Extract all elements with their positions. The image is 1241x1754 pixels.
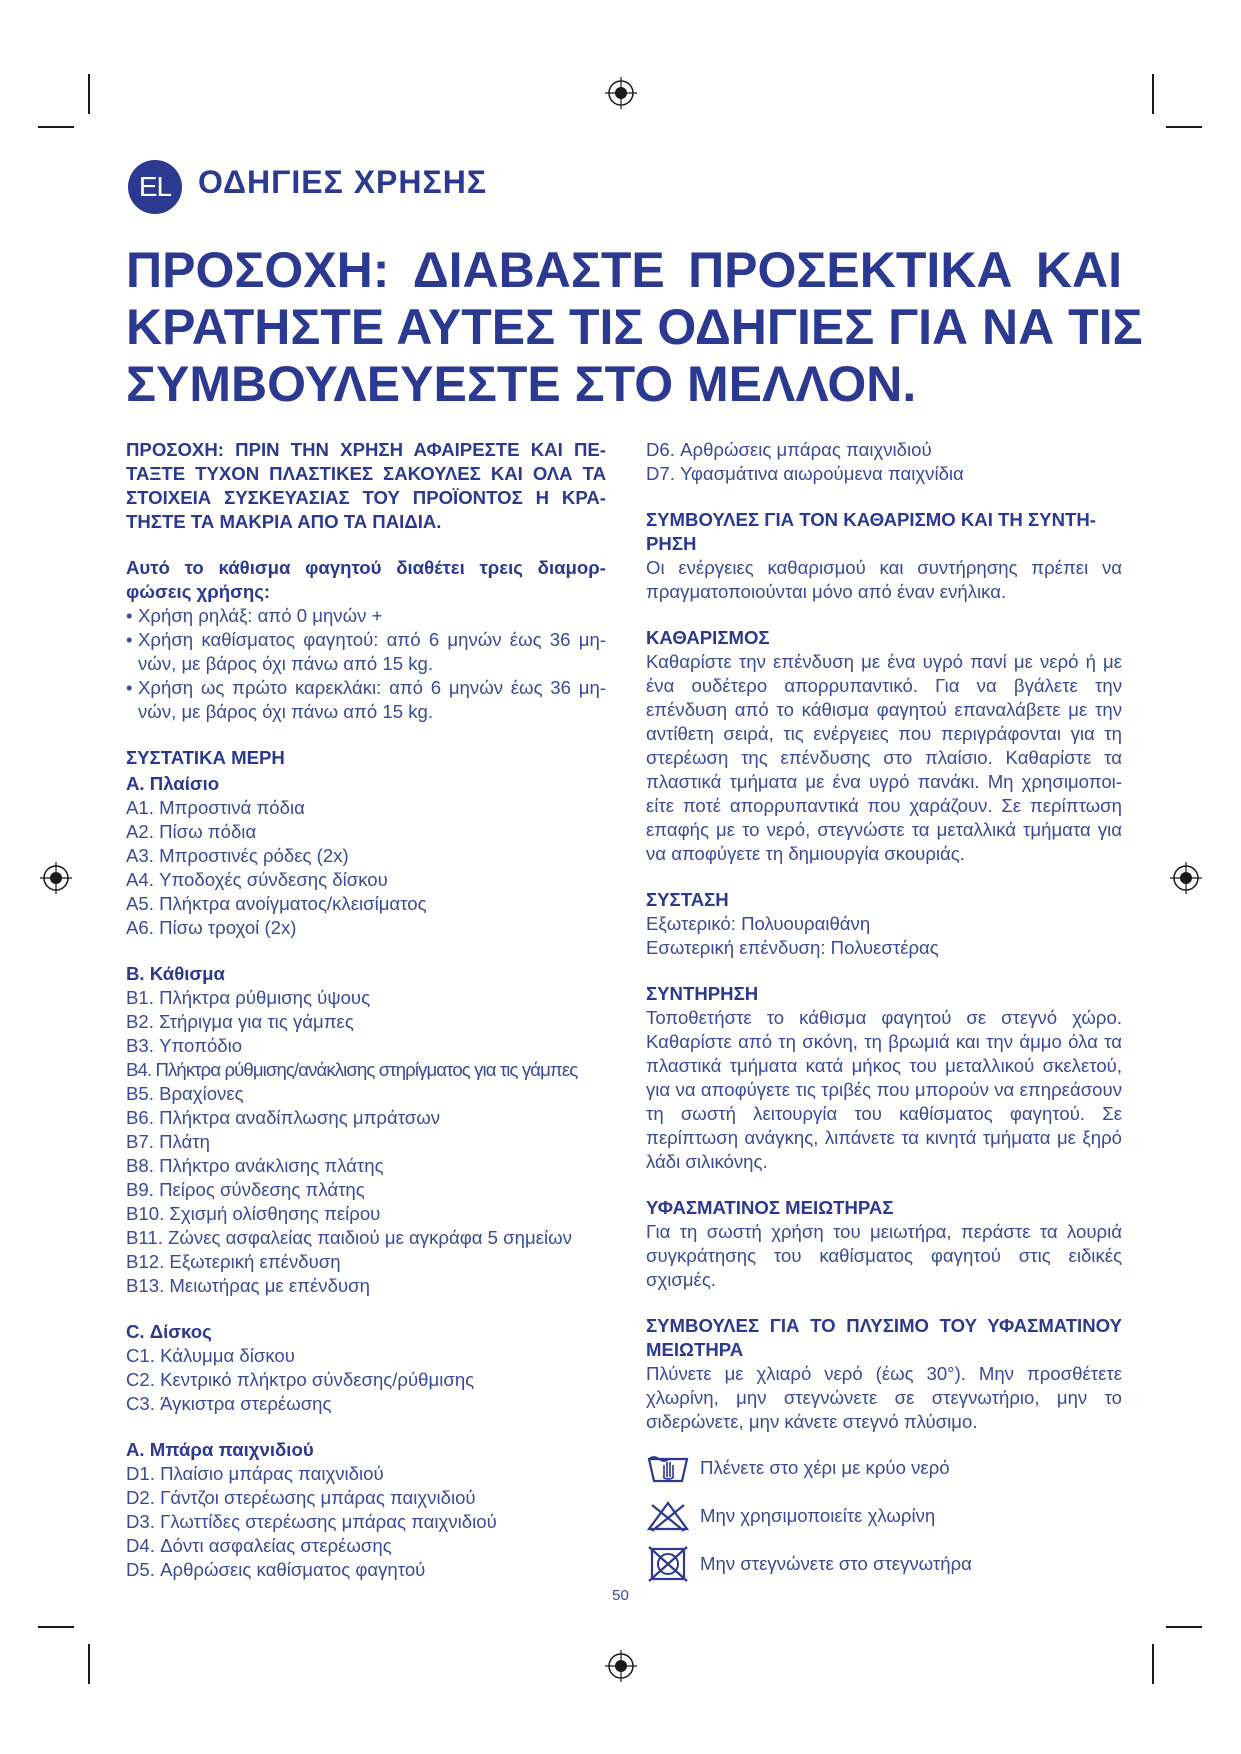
list-item: B11. Ζώνες ασφαλείας παιδιού με αγκράφα 5 σημείων bbox=[126, 1227, 572, 1248]
list-item: A5. Πλήκτρα ανοίγματος/κλεισίματος bbox=[126, 893, 427, 914]
no-bleach-icon bbox=[646, 1499, 690, 1533]
list-item: • Χρήση καθίσματος φαγητού: από 6 μηνών έως 36 μηνών, με βάρος όχι πάνω από 15 kg. bbox=[126, 629, 606, 674]
page-number: 50 bbox=[612, 1587, 629, 1604]
section-heading-composition: ΣΥΣΤΑΣΗ bbox=[646, 889, 729, 910]
list-item: B4. Πλήκτρα ρύθμισης/ανάκλισης στηρίγματος για τις γάμπες bbox=[126, 1059, 578, 1080]
section-heading-care: ΣΥΝΤΗΡΗΣΗ bbox=[646, 983, 759, 1004]
warning-heading bbox=[126, 242, 1143, 413]
list-item: C3. Άγκιστρα στερέωσης bbox=[126, 1393, 332, 1414]
no-tumble-dry-icon bbox=[646, 1545, 690, 1583]
warning-line-2: ΚΡΑΤΗΣΤΕ ΑΥΤΕΣ ΤΙΣ ΟΔΗΓΙΕΣ ΓΙΑ ΝΑ ΤΙΣ bbox=[126, 299, 1143, 355]
list-item: A3. Μπροστινές ρόδες (2x) bbox=[126, 845, 349, 866]
group-heading: C. Δίσκος bbox=[126, 1321, 212, 1342]
right-column bbox=[646, 438, 1122, 1588]
list-item: B2. Στήριγμα για τις γάμπες bbox=[126, 1011, 354, 1032]
section-heading-parts: ΣΥΣΤΑΤΙΚΑ ΜΕΡΗ bbox=[126, 747, 285, 768]
list-item: B7. Πλάτη bbox=[126, 1131, 210, 1152]
list-item: C1. Κάλυμμα δίσκου bbox=[126, 1345, 295, 1366]
warning-word: ΠΡΟΣΕΚΤΙΚΑ bbox=[688, 242, 1013, 298]
care-symbol-label: Μην στεγνώνετε στο στεγνωτήρα bbox=[700, 1553, 972, 1574]
section-heading-washing: ΣΥΜΒΟΥΛΕΣ ΓΙΑ ΤΟ ΠΛΥΣΙΜΟ ΤΟΥ ΥΦΑΣΜΑΤΙΝΟΥ ΜΕΙΩΤΗΡΑ bbox=[646, 1315, 1122, 1360]
list-item: B5. Βραχίονες bbox=[126, 1083, 244, 1104]
list-item: B12. Εξωτερική επένδυση bbox=[126, 1251, 341, 1272]
list-item: • Χρήση ως πρώτο καρεκλάκι: από 6 μηνών έως 36 μηνών, με βάρος όχι πάνω από 15 kg. bbox=[126, 677, 606, 722]
list-item: A6. Πίσω τροχοί (2x) bbox=[126, 917, 297, 938]
care-symbol-row bbox=[646, 1540, 1122, 1588]
left-column bbox=[126, 438, 606, 1582]
list-item: B1. Πλήκτρα ρύθμισης ύψους bbox=[126, 987, 371, 1008]
list-item: D3. Γλωττίδες στερέωσης μπάρας παιχνιδιού bbox=[126, 1511, 497, 1532]
list-item: B13. Μειωτήρας με επένδυση bbox=[126, 1275, 370, 1296]
warning-line-1 bbox=[126, 242, 1122, 299]
care-symbol-row bbox=[646, 1492, 1122, 1540]
care-text: Τοποθετήστε το κάθισμα φαγητού σε στεγνό χώρο. Καθαρίστε από τη σκόνη, τη βρωμιά και την άμμο όλα τα πλαστικά τμήματα κατά μήκος του μεταλλικού σκελετού, για να αποφύγετε τις τριβές που μπορούν να επηρεάσουν τη σωστή λειτουργία του καθίσματος φαγητού. Σε περίπτωση ανάγκης, λιπάνετε τα κινητά τμήματα με ξηρό λάδι σιλικόνης. bbox=[646, 1007, 1122, 1172]
washing-text: Πλύνετε με χλιαρό νερό (έως 30°). Μην προσθέτετε χλωρίνη, μην στεγνώνετε σε στεγνωτήριο, μην το σιδερώνετε, μην κάνετε στεγνό πλύσιμο. bbox=[646, 1363, 1122, 1432]
list-item: B10. Σχισμή ολίσθησης πείρου bbox=[126, 1203, 381, 1224]
list-item: A2. Πίσω πόδια bbox=[126, 821, 257, 842]
list-item: D7. Υφασμάτινα αιωρούμενα παιχνίδια bbox=[646, 463, 964, 484]
list-item: C2. Κεντρικό πλήκτρο σύνδεσης/ρύθμισης bbox=[126, 1369, 475, 1390]
crop-mark bbox=[1166, 126, 1202, 128]
registration-mark-icon bbox=[603, 1648, 639, 1684]
section-heading-cleaning: ΚΑΘΑΡΙΣΜΟΣ bbox=[646, 627, 770, 648]
crop-mark bbox=[38, 126, 74, 128]
crop-mark bbox=[38, 1626, 74, 1628]
registration-mark-icon bbox=[38, 860, 74, 896]
list-item: A4. Υποδοχές σύνδεσης δίσκου bbox=[126, 869, 388, 890]
warning-line-3: ΣΥΜΒΟΥΛΕΥΕΣΤΕ ΣΤΟ ΜΕΛΛΟΝ. bbox=[126, 356, 917, 412]
crop-mark bbox=[1152, 74, 1154, 114]
list-item: B8. Πλήκτρο ανάκλισης πλάτης bbox=[126, 1155, 384, 1176]
list-item: D4. Δόντι ασφαλείας στερέωσης bbox=[126, 1535, 392, 1556]
list-item: B3. Υποπόδιο bbox=[126, 1035, 243, 1056]
group-heading: B. Κάθισμα bbox=[126, 963, 225, 984]
group-heading: A. Μπάρα παιχνιδιού bbox=[126, 1439, 314, 1460]
registration-mark-icon bbox=[603, 75, 639, 111]
caution-text: ΠΡΟΣΟΧΗ: ΠΡΙΝ ΤΗΝ ΧΡΗΣΗ ΑΦΑΙΡΕΣΤΕ ΚΑΙ ΠΕΤΑΞΤΕ ΤΥΧΟΝ ΠΛΑΣΤΙΚΕΣ ΣΑΚΟΥΛΕΣ ΚΑΙ ΟΛΑ ΤΑ ΣΤΟΙΧΕΙΑ ΣΥΣΚΕΥΑΣΙΑΣ ΤΟΥ ΠΡΟΪΟΝΤΟΣ Η ΚΡΑΤΗΣΤΕ ΤΑ ΜΑΚΡΙΑ ΑΠΟ ΤΑ ΠΑΙΔΙΑ. bbox=[126, 439, 606, 532]
group-heading: A. Πλαίσιο bbox=[126, 773, 220, 794]
list-item: B9. Πείρος σύνδεσης πλάτης bbox=[126, 1179, 365, 1200]
list-item: D1. Πλαίσιο μπάρας παιχνιδιού bbox=[126, 1463, 384, 1484]
crop-mark bbox=[88, 1644, 90, 1684]
care-symbol-label: Μην χρησιμοποιείτε χλωρίνη bbox=[700, 1505, 936, 1526]
warning-word: ΠΡΟΣΟΧΗ: bbox=[126, 242, 390, 298]
crop-mark bbox=[1152, 1644, 1154, 1684]
list-item: D2. Γάντζοι στερέωσης μπάρας παιχνιδιού bbox=[126, 1487, 476, 1508]
list-item: A1. Μπροστινά πόδια bbox=[126, 797, 305, 818]
warning-word: ΚΑΙ bbox=[1035, 242, 1122, 298]
list-item: B6. Πλήκτρα αναδίπλωσης μπράτσων bbox=[126, 1107, 441, 1128]
list-item: D6. Αρθρώσεις μπάρας παιχνιδιού bbox=[646, 439, 932, 460]
maintenance-text: Οι ενέργειες καθαρισμού και συντήρησης πρέπει να πραγματοποιούνται μόνο από έναν ενήλικα. bbox=[646, 557, 1122, 602]
hand-wash-icon bbox=[646, 1451, 690, 1485]
language-badge: EL bbox=[128, 160, 182, 214]
reducer-text: Για τη σωστή χρήση του μειωτήρα, περάστε τα λουριά συγκράτησης του καθίσματος φαγητού στις ειδικές σχισμές. bbox=[646, 1221, 1122, 1290]
section-heading-maintenance: ΣΥΜΒΟΥΛΕΣ ΓΙΑ ΤΟΝ ΚΑΘΑΡΙΣΜΟ ΚΑΙ ΤΗ ΣΥΝΤΗΡΗΣΗ bbox=[646, 509, 1096, 554]
list-item: Εσωτερική επένδυση: Πολυεστέρας bbox=[646, 937, 939, 958]
list-item: • Χρήση ρηλάξ: από 0 μηνών + bbox=[126, 605, 383, 626]
section-heading-reducer: ΥΦΑΣΜΑΤΙΝΟΣ ΜΕΙΩΤΗΡΑΣ bbox=[646, 1197, 894, 1218]
list-item: Εξωτερικό: Πολυουραιθάνη bbox=[646, 913, 871, 934]
crop-mark bbox=[88, 74, 90, 114]
cleaning-text: Καθαρίστε την επένδυση με ένα υγρό πανί με νερό ή με ένα ουδέτερο απορρυπαντικό. Για να βγάλετε την επένδυση από το κάθισμα φαγητού επαναλάβετε με την αντίθετη σειρά, τις ενέργειες που περιγράφονται για τη στερέωση της επένδυσης στο πλαίσιο. Καθαρίστε τα πλαστικά τμήματα με ένα υγρό πανάκι. Μη χρησιμοποιείτε ποτέ απορρυπαντικά που χαράζουν. Σε περίπτωση επαφής με το νερό, στεγνώστε τα μεταλλικά τμήματα για να αποφύγετε τη δημιουργία σκουριάς. bbox=[646, 651, 1122, 864]
list-item: D5. Αρθρώσεις καθίσματος φαγητού bbox=[126, 1559, 426, 1580]
warning-word: ΔΙΑΒΑΣΤΕ bbox=[412, 242, 665, 298]
config-intro: Αυτό το κάθισμα φαγητού διαθέτει τρεις διαμορφώσεις χρήσης: bbox=[126, 557, 606, 602]
registration-mark-icon bbox=[1168, 860, 1204, 896]
care-symbol-row bbox=[646, 1444, 1122, 1492]
care-symbol-label: Πλένετε στο χέρι με κρύο νερό bbox=[700, 1457, 950, 1478]
page-header-title: ΟΔΗΓΙΕΣ ΧΡΗΣΗΣ bbox=[198, 164, 488, 200]
crop-mark bbox=[1166, 1626, 1202, 1628]
